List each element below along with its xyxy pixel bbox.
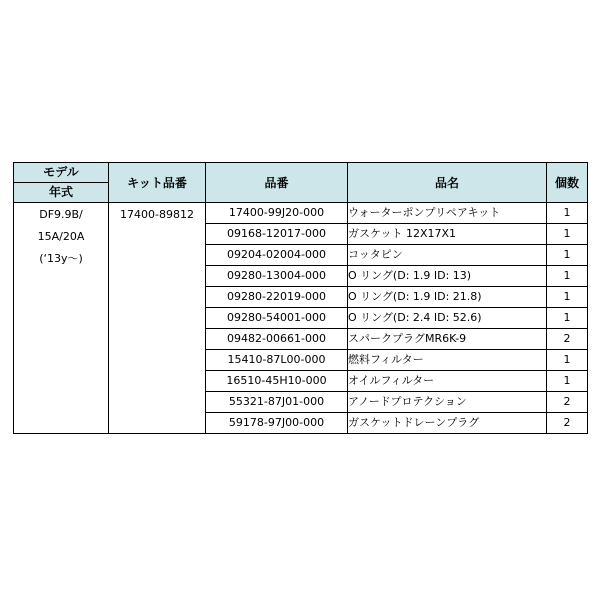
part-name: ガスケット 12X17X1 bbox=[348, 224, 547, 245]
header-qty: 個数 bbox=[547, 163, 588, 203]
quantity: 1 bbox=[547, 245, 588, 266]
part-name: スパークプラグMR6K-9 bbox=[348, 329, 547, 350]
part-no: 09280-54001-000 bbox=[206, 308, 348, 329]
part-name: アノードプロテクション bbox=[348, 392, 547, 413]
parts-table-body bbox=[14, 203, 588, 434]
part-name: ウォーターポンプリペアキット bbox=[348, 203, 547, 224]
quantity: 2 bbox=[547, 392, 588, 413]
quantity: 2 bbox=[547, 329, 588, 350]
quantity: 2 bbox=[547, 413, 588, 434]
part-no: 15410-87L00-000 bbox=[206, 350, 348, 371]
part-no: 16510-45H10-000 bbox=[206, 371, 348, 392]
quantity: 1 bbox=[547, 350, 588, 371]
part-no: 09204-02004-000 bbox=[206, 245, 348, 266]
part-no: 59178-97J00-000 bbox=[206, 413, 348, 434]
model-line3: (‘13y～) bbox=[39, 252, 83, 265]
model-line2: 15A/20A bbox=[37, 230, 85, 243]
part-name: ガスケットドレーンプラグ bbox=[348, 413, 547, 434]
quantity: 1 bbox=[547, 308, 588, 329]
part-name: O リング(D: 2.4 ID: 52.6) bbox=[348, 308, 547, 329]
part-name: コッタピン bbox=[348, 245, 547, 266]
header-part-no: 品番 bbox=[206, 163, 348, 203]
quantity: 1 bbox=[547, 203, 588, 224]
part-name: O リング(D: 1.9 ID: 21.8) bbox=[348, 287, 547, 308]
kit-part-no-cell bbox=[109, 203, 206, 434]
part-name: O リング(D: 1.9 ID: 13) bbox=[348, 266, 547, 287]
header-year: 年式 bbox=[14, 183, 109, 203]
part-no: 09280-22019-000 bbox=[206, 287, 348, 308]
header-part-name: 品名 bbox=[348, 163, 547, 203]
part-name: 燃料フィルター bbox=[348, 350, 547, 371]
quantity: 1 bbox=[547, 287, 588, 308]
header-kit-part-no: キット品番 bbox=[109, 163, 206, 203]
header-model: モデル bbox=[14, 163, 109, 183]
table-row bbox=[14, 203, 588, 224]
part-no: 09482-00661-000 bbox=[206, 329, 348, 350]
model-line1: DF9.9B/ bbox=[39, 208, 83, 221]
quantity: 1 bbox=[547, 224, 588, 245]
parts-table bbox=[13, 162, 588, 434]
part-no: 17400-99J20-000 bbox=[206, 203, 348, 224]
part-no: 09168-12017-000 bbox=[206, 224, 348, 245]
model-cell bbox=[14, 203, 109, 434]
part-no: 09280-13004-000 bbox=[206, 266, 348, 287]
part-name: オイルフィルター bbox=[348, 371, 547, 392]
quantity: 1 bbox=[547, 371, 588, 392]
part-no: 55321-87J01-000 bbox=[206, 392, 348, 413]
quantity: 1 bbox=[547, 266, 588, 287]
kit-part-no: 17400-89812 bbox=[120, 208, 194, 221]
